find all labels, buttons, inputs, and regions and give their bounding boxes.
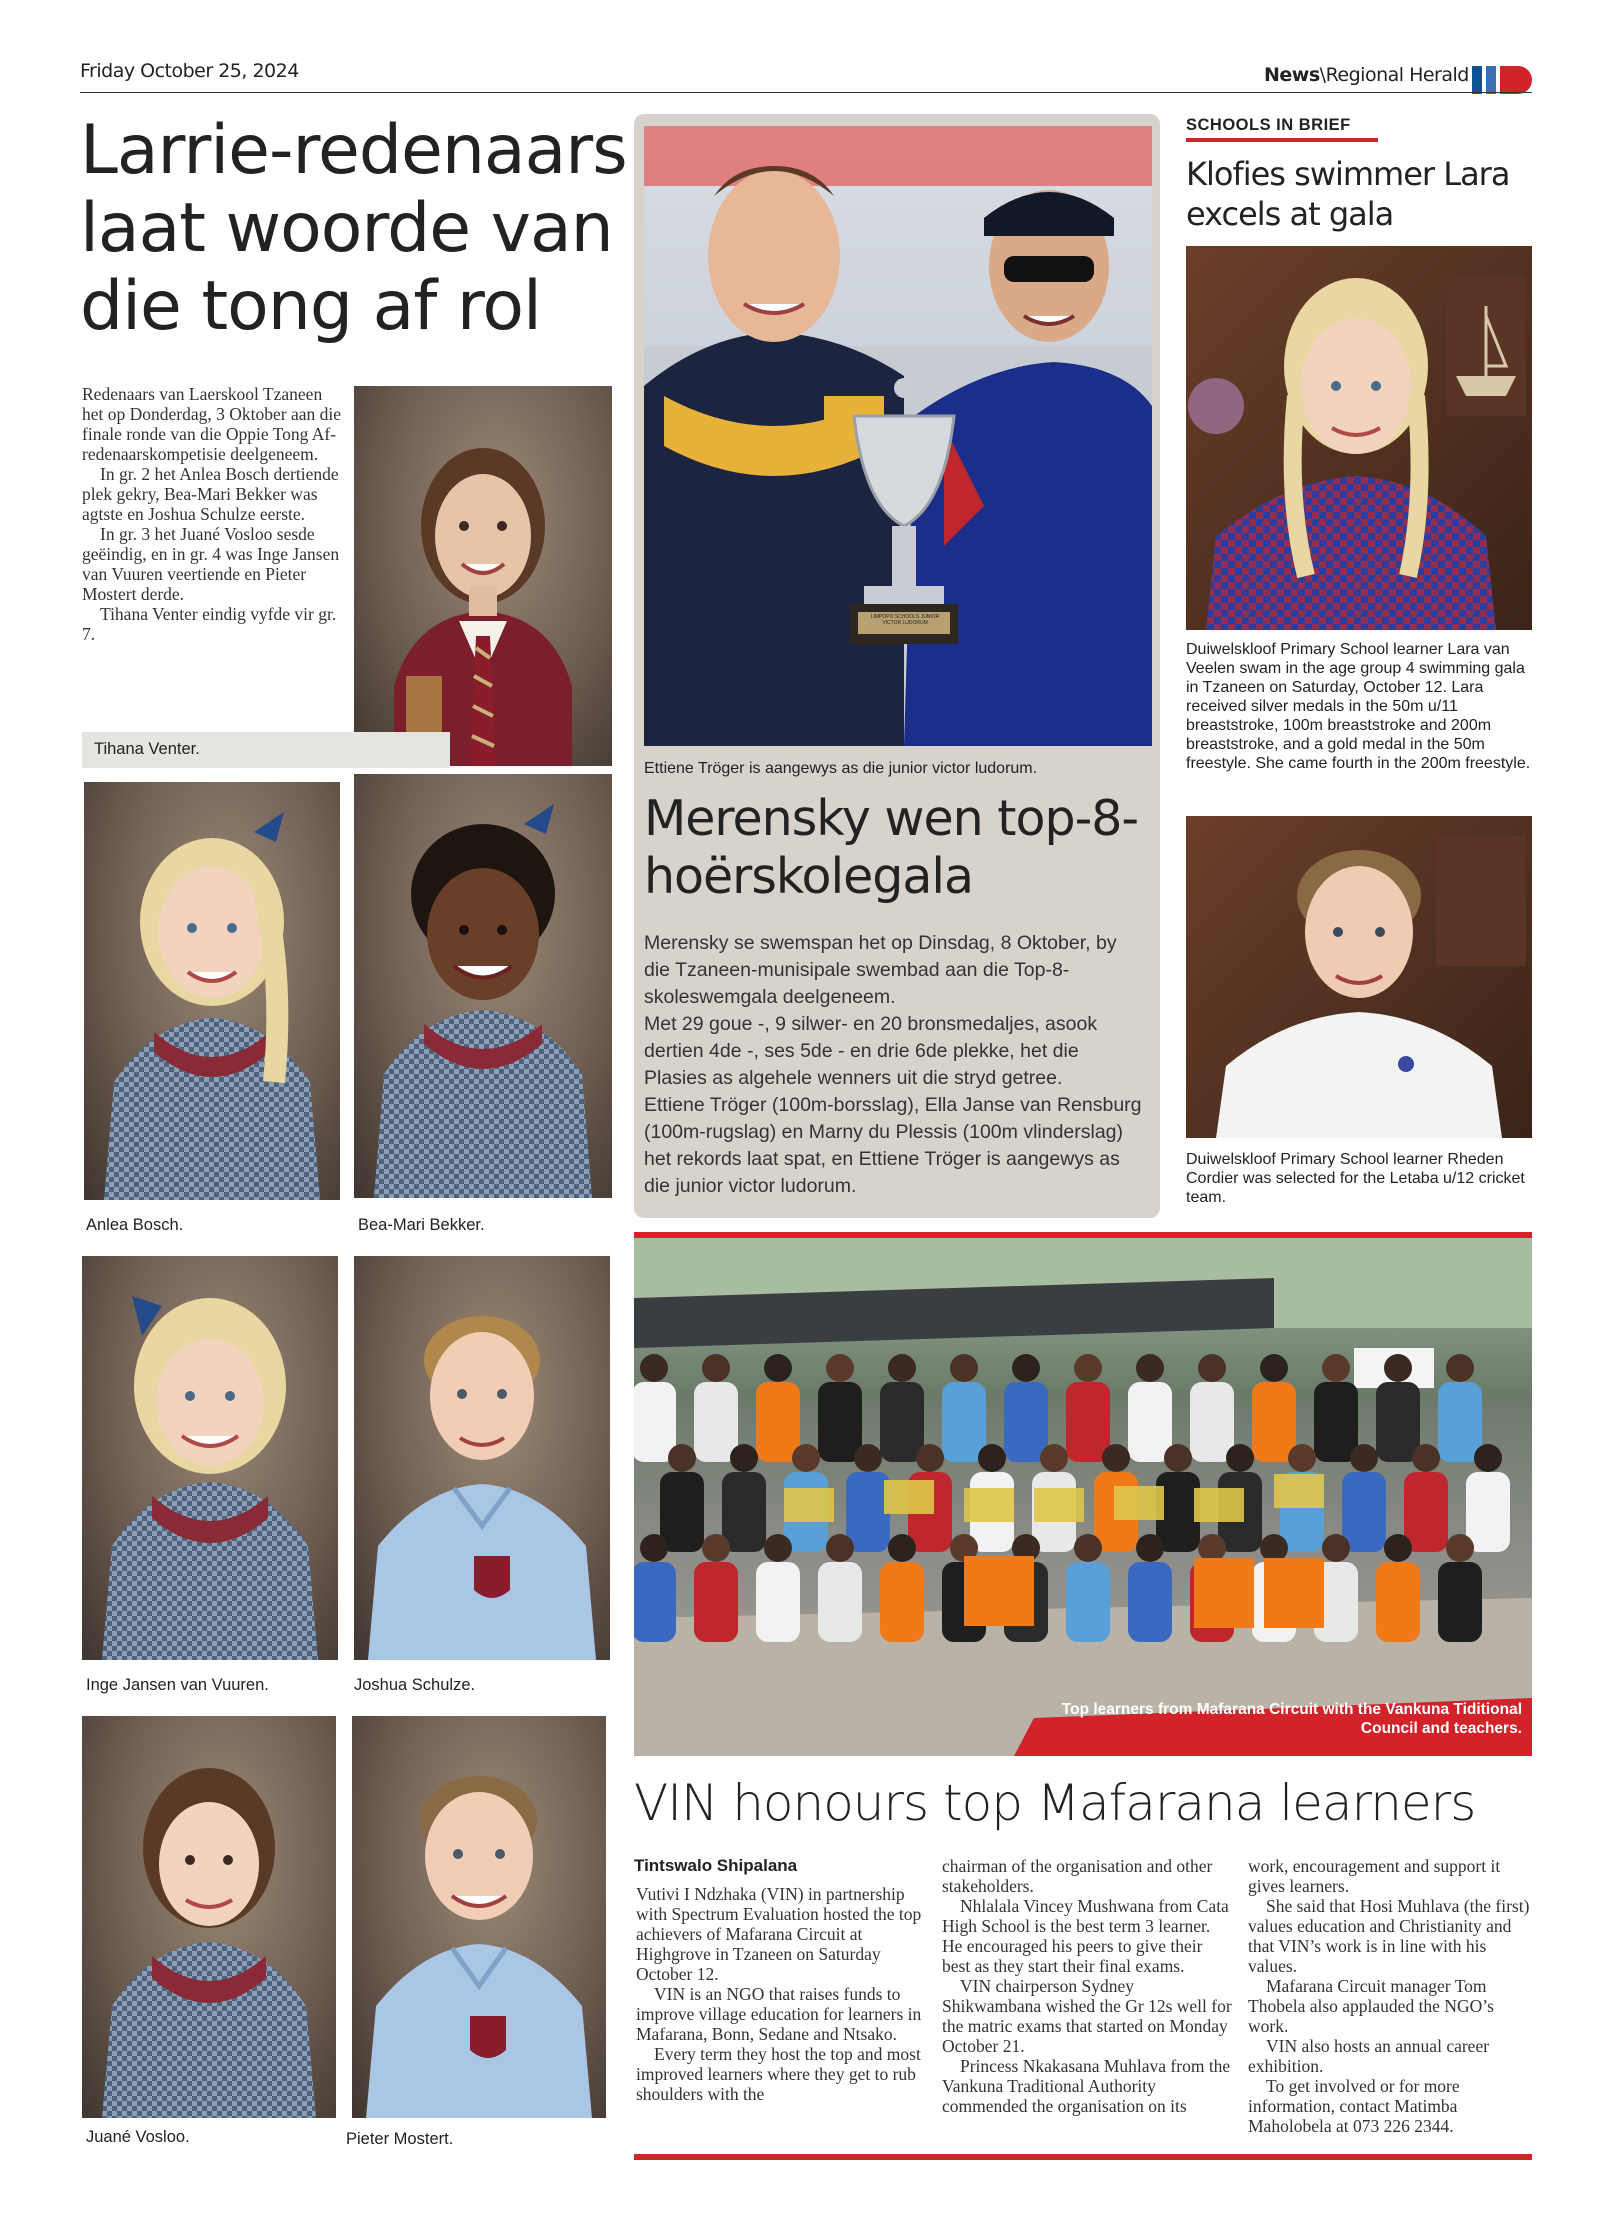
paragraph: To get involved or for more information, contact Matimba Maholobela at 073 226 2344.: [1248, 2076, 1460, 2136]
paragraph: VIN also hosts an annual career exhibition.: [1248, 2036, 1490, 2076]
article-column-2: [942, 1856, 1232, 2116]
paragraph: Princess Nkakasana Muhlava from the Vankuna Traditional Authority commended the organisation on its: [942, 2056, 1231, 2116]
portrait-illustration: [1186, 816, 1532, 1138]
header-rule: [80, 92, 1532, 93]
logo-bar-icon: [1472, 66, 1482, 94]
kicker-rule: [1186, 138, 1378, 142]
headline-merensky: Merensky wen top-8-hoërskolegala: [644, 790, 1139, 905]
trophy-plaque-text: LIMPOPO SCHOOLS JUNIOR VICTOR LUDORUM: [870, 614, 940, 626]
caption-tihana: Tihana Venter.: [94, 740, 200, 758]
headline-larrie: Larrie-redenaars laat woorde van die tong af rol: [80, 111, 627, 346]
portrait-illustration: [84, 782, 340, 1200]
paragraph: She said that Hosi Muhlava (the first) values education and Christianity and that VIN’s work is in line with his values.: [1248, 1896, 1530, 1976]
article-column-3: [1248, 1856, 1532, 2136]
photo-rheden-cordier: [1186, 816, 1532, 1138]
paragraph: Met 29 goue -, 9 silwer- en 20 bronsmedaljes, asook dertien 4de -, ses 5de - en drie 6de plekke, het die Plasies as algehele wenners uit die stryd getree.: [644, 1013, 1098, 1089]
caption-ettiene: Ettiene Tröger is aangewys as die junior victor ludorum.: [644, 760, 1038, 777]
byline: Tintswalo Shipalana: [634, 1856, 798, 1875]
issue-date: Friday October 25, 2024: [80, 60, 299, 82]
section-separator: \: [1319, 64, 1326, 86]
caption-joshua: Joshua Schulze.: [354, 1676, 476, 1694]
caption-anlea: Anlea Bosch.: [86, 1216, 184, 1234]
caption-inge: Inge Jansen van Vuuren.: [86, 1676, 269, 1694]
paragraph: Tihana Venter eindig vyfde vir gr. 7.: [82, 604, 337, 644]
paragraph: VIN chairperson Sydney Shikwambana wished the Gr 12s well for the matric exams that started on Monday October 21.: [942, 1976, 1232, 2056]
headline-lara: Klofies swimmer Lara excels at gala: [1186, 155, 1510, 233]
portrait-illustration: [82, 1716, 336, 2118]
portrait-illustration: [1186, 246, 1532, 630]
photo-inge-jansen-van-vuuren: [82, 1256, 338, 1660]
paragraph: Nhlalala Vincey Mushwana from Cata High School is the best term 3 learner. He encouraged his peers to give their best as they start their final exams.: [942, 1896, 1229, 1976]
article-body-larrie: [82, 384, 344, 644]
trophy-photo-illustration: [644, 126, 1152, 746]
paragraph: In gr. 2 het Anlea Bosch dertiende plek gekry, Bea-Mari Bekker was agtste en Joshua Schulze eerste.: [82, 464, 339, 524]
portrait-illustration: [82, 1256, 338, 1660]
headline-vin: VIN honours top Mafarana learners: [634, 1774, 1476, 1832]
paragraph: Every term they host the top and most improved learners where they get to rub shoulders with the: [636, 2044, 921, 2104]
portrait-illustration: [354, 386, 612, 766]
paragraph: chairman of the organisation and other stakeholders.: [942, 1856, 1213, 1896]
photo-anlea-bosch: [84, 782, 340, 1200]
caption-pieter: Pieter Mostert.: [346, 2130, 454, 2148]
section-kicker: SCHOOLS IN BRIEF: [1186, 116, 1351, 134]
photo-tihana-venter: [354, 386, 612, 766]
logo-bar-icon: [1486, 66, 1496, 94]
paragraph: work, encouragement and support it gives learners.: [1248, 1856, 1501, 1896]
caption-mafarana: Top learners from Mafarana Circuit with the Vankuna Tiditional Council and teachers.: [1061, 1701, 1522, 1737]
caption-bea-mari: Bea-Mari Bekker.: [358, 1216, 485, 1234]
paragraph: Redenaars van Laerskool Tzaneen het op Donderdag, 3 Oktober aan die finale ronde van die Oppie Tong Af-redenaarskompetisie deelgeneem.: [82, 384, 342, 464]
photo-bea-mari-bekker: [354, 774, 612, 1198]
photo-lara-van-veelen: [1186, 246, 1532, 630]
article-body-merensky: [644, 930, 1144, 1200]
publication-name: Regional Herald: [1325, 64, 1469, 86]
portrait-illustration: [354, 1256, 610, 1660]
paragraph: Mafarana Circuit manager Tom Thobela also applauded the NGO’s work.: [1248, 1976, 1494, 2036]
photo-juane-vosloo: [82, 1716, 336, 2118]
paragraph: In gr. 3 het Juané Vosloo sesde geëindig, en in gr. 4 was Inge Jansen van Vuuren veertiende en Pieter Mostert derde.: [82, 524, 340, 604]
paragraph: Ettiene Tröger (100m-borsslag), Ella Janse van Rensburg (100m-rugslag) en Marny du Plessis (100m vlinderslag) het rekords laat spat, en Ettiene Tröger is aangewys as die junior victor ludorum.: [644, 1094, 1142, 1197]
section-name: News: [1264, 64, 1320, 86]
paragraph: Merensky se swemspan het op Dinsdag, 8 Oktober, by die Tzaneen-munisipale swembad aan die Top-8-skoleswemgala deelgeneem.: [644, 932, 1117, 1008]
portrait-illustration: [354, 774, 612, 1198]
group-photo-illustration: [634, 1238, 1532, 1756]
photo-merensky-trophy: [644, 126, 1152, 746]
caption-juane: Juané Vosloo.: [86, 2128, 190, 2146]
paragraph: VIN is an NGO that raises funds to improve village education for learners in Mafarana, Bonn, Sedane and Ntsako.: [636, 1984, 922, 2044]
paragraph: Vutivi I Ndzhaka (VIN) in partnership with Spectrum Evaluation hosted the top achievers of Mafarana Circuit at Highgrove in Tzaneen on Saturday October 12.: [636, 1884, 922, 1984]
logo-bar-icon: [1500, 66, 1532, 94]
section-rule: [634, 2154, 1532, 2160]
photo-joshua-schulze: [354, 1256, 610, 1660]
caption-rheden: Duiwelskloof Primary School learner Rheden Cordier was selected for the Letaba u/12 cricket team.: [1186, 1151, 1525, 1206]
article-column-1: [636, 1884, 926, 2104]
portrait-illustration: [352, 1716, 606, 2118]
caption-lara: Duiwelskloof Primary School learner Lara van Veelen swam in the age group 4 swimming gala in Tzaneen on Saturday, October 12. Lara received silver medals in the 50m u/11 breaststroke, 100m breaststroke and 200m breaststroke, and a gold medal in the 50m freestyle. She came fourth in the 200m freestyle.: [1186, 641, 1531, 772]
photo-pieter-mostert: [352, 1716, 606, 2118]
photo-mafarana-learners: [634, 1238, 1532, 1756]
section-label: [1264, 64, 1469, 86]
